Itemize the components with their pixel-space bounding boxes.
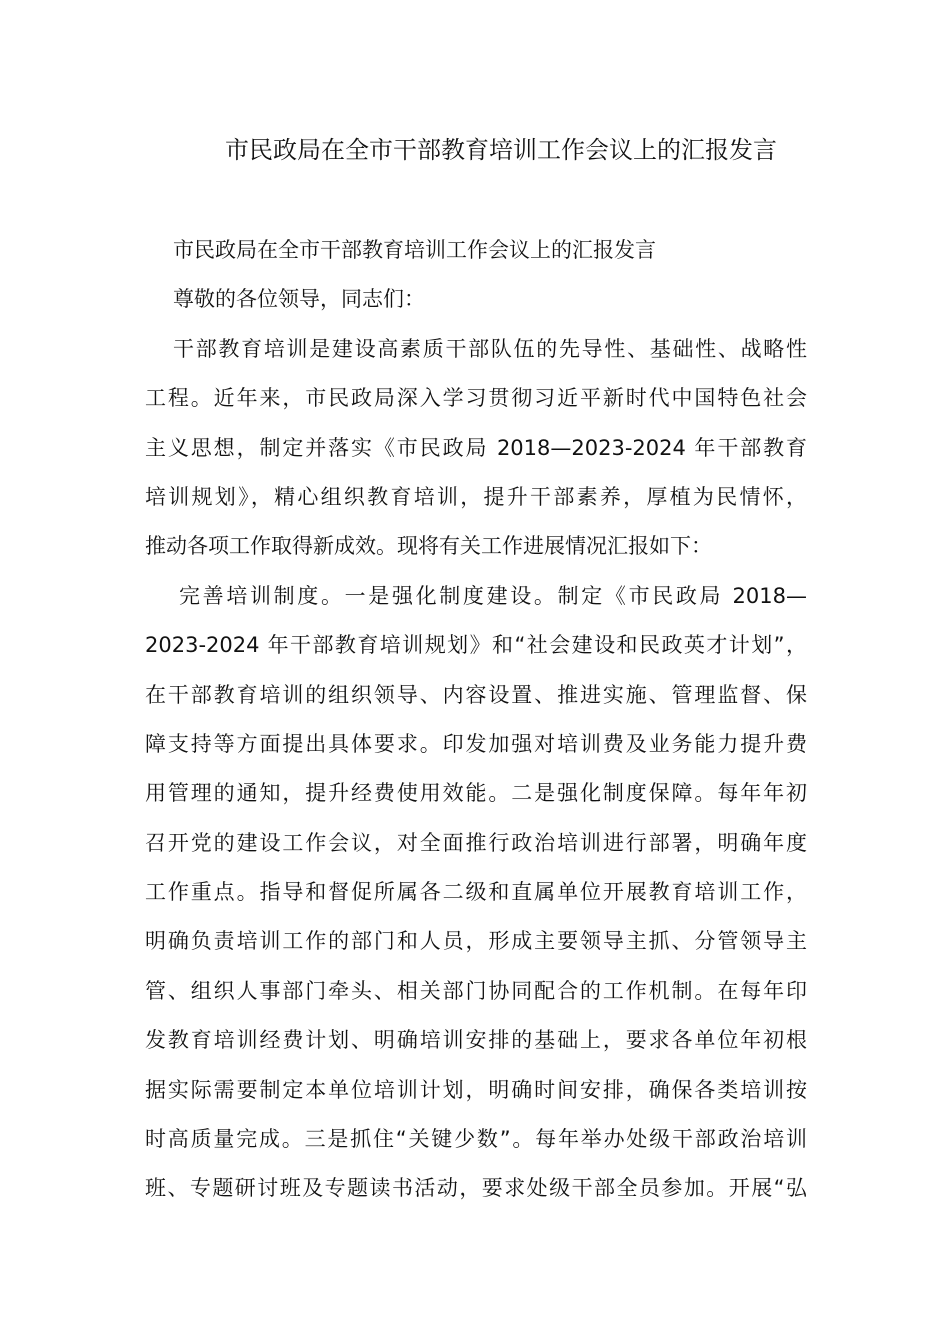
paragraph-line: 管、组织人事部门牵头、相关部门协同配合的工作机制。在每年印 — [145, 978, 807, 1003]
paragraph-line: 班、专题研讨班及专题读书活动，要求处级干部全员参加。开展“弘 — [145, 1176, 807, 1201]
document-body — [145, 232, 807, 1220]
paragraph-line: 据实际需要制定本单位培训计划，明确时间安排，确保各类培训按 — [145, 1077, 807, 1102]
paragraph-line: 推动各项工作取得新成效。现将有关工作进展情况汇报如下： — [145, 534, 712, 559]
paragraph-line: 用管理的通知，提升经费使用效能。二是强化制度保障。每年年初 — [145, 781, 807, 806]
paragraph-line: 时高质量完成。三是抓住“关键少数”。每年举办处级干部政治培训 — [145, 1127, 807, 1152]
paragraph-line: 发教育培训经费计划、明确培训安排的基础上，要求各单位年初根 — [145, 1028, 807, 1053]
body-heading-line: 市民政局在全市干部教育培训工作会议上的汇报发言 — [173, 238, 656, 262]
paragraph-line: 2023-2024 年干部教育培训规划》和“社会建设和民政英才计划”， — [145, 633, 807, 658]
paragraph-line: 在干部教育培训的组织领导、内容设置、推进实施、管理监督、保 — [145, 682, 807, 707]
paragraph-line: 主义思想，制定并落实《市民政局 2018—2023-2024 年干部教育 — [145, 435, 807, 460]
paragraph-line: 完善培训制度。一是强化制度建设。制定《市民政局 2018— — [179, 583, 807, 608]
paragraph-line: 明确负责培训工作的部门和人员，形成主要领导主抓、分管领导主 — [145, 929, 807, 954]
document-title: 市民政局在全市干部教育培训工作会议上的汇报发言 — [225, 136, 777, 164]
salutation-line: 尊敬的各位领导，同志们： — [173, 287, 425, 312]
paragraph-line: 工程。近年来，市民政局深入学习贯彻习近平新时代中国特色社会 — [145, 386, 807, 411]
paragraph-line: 障支持等方面提出具体要求。印发加强对培训费及业务能力提升费 — [145, 731, 807, 756]
paragraph-line: 工作重点。指导和督促所属各二级和直属单位开展教育培训工作， — [145, 880, 807, 905]
paragraph-line: 干部教育培训是建设高素质干部队伍的先导性、基础性、战略性 — [173, 336, 807, 361]
paragraph-line: 召开党的建设工作会议，对全面推行政治培训进行部署，明确年度 — [145, 830, 807, 855]
paragraph-line: 培训规划》，精心组织教育培训，提升干部素养，厚植为民情怀， — [145, 484, 807, 509]
